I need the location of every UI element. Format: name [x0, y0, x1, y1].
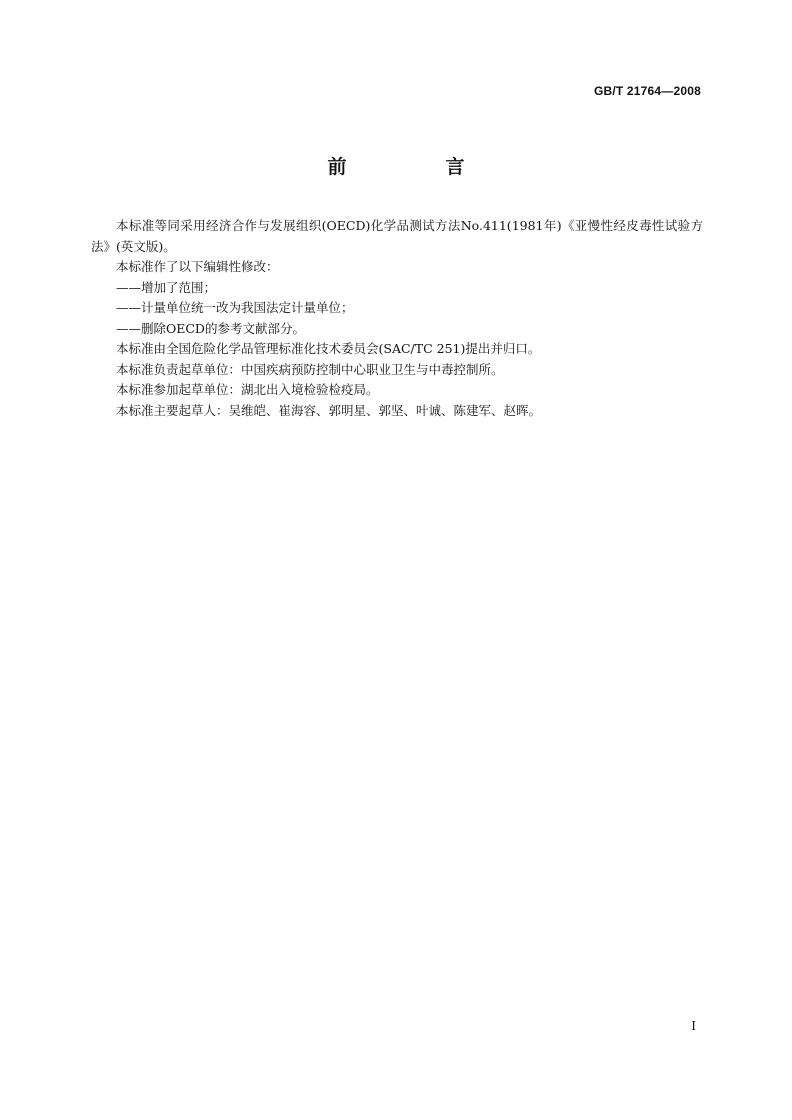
- modification-item: ——增加了范围；: [116, 279, 217, 295]
- paragraph-modifications-intro: 本标准作了以下编辑性修改：: [116, 259, 279, 274]
- modification-item: ——计量单位统一改为我国法定计量单位；: [116, 300, 354, 315]
- page-number: I: [691, 1019, 696, 1033]
- foreword-body: [91, 216, 703, 421]
- paragraph-drafters: 本标准主要起草人：吴维皑、崔海容、郭明星、郭坚、叶诚、陈建军、赵晖。: [116, 402, 542, 418]
- paragraph-participating-unit: 本标准参加起草单位：湖北出入境检验检疫局。: [116, 382, 379, 397]
- modification-item: ——删除OECD的参考文献部分。: [116, 320, 305, 336]
- paragraph-drafting-unit: 本标准负责起草单位：中国疾病预防控制中心职业卫生与中毒控制所。: [116, 361, 504, 377]
- page-title: 前 言: [327, 156, 505, 178]
- paragraph-adoption: 本标准等同采用经济合作与发展组织(OECD)化学品测试方法No.411(1981年)《亚慢性经皮毒性试验方法》(英文版)。: [91, 218, 703, 254]
- standard-code: GB/T 21764—2008: [593, 84, 701, 98]
- paragraph-proposer: 本标准由全国危险化学品管理标准化技术委员会(SAC/TC 251)提出并归口。: [116, 341, 541, 356]
